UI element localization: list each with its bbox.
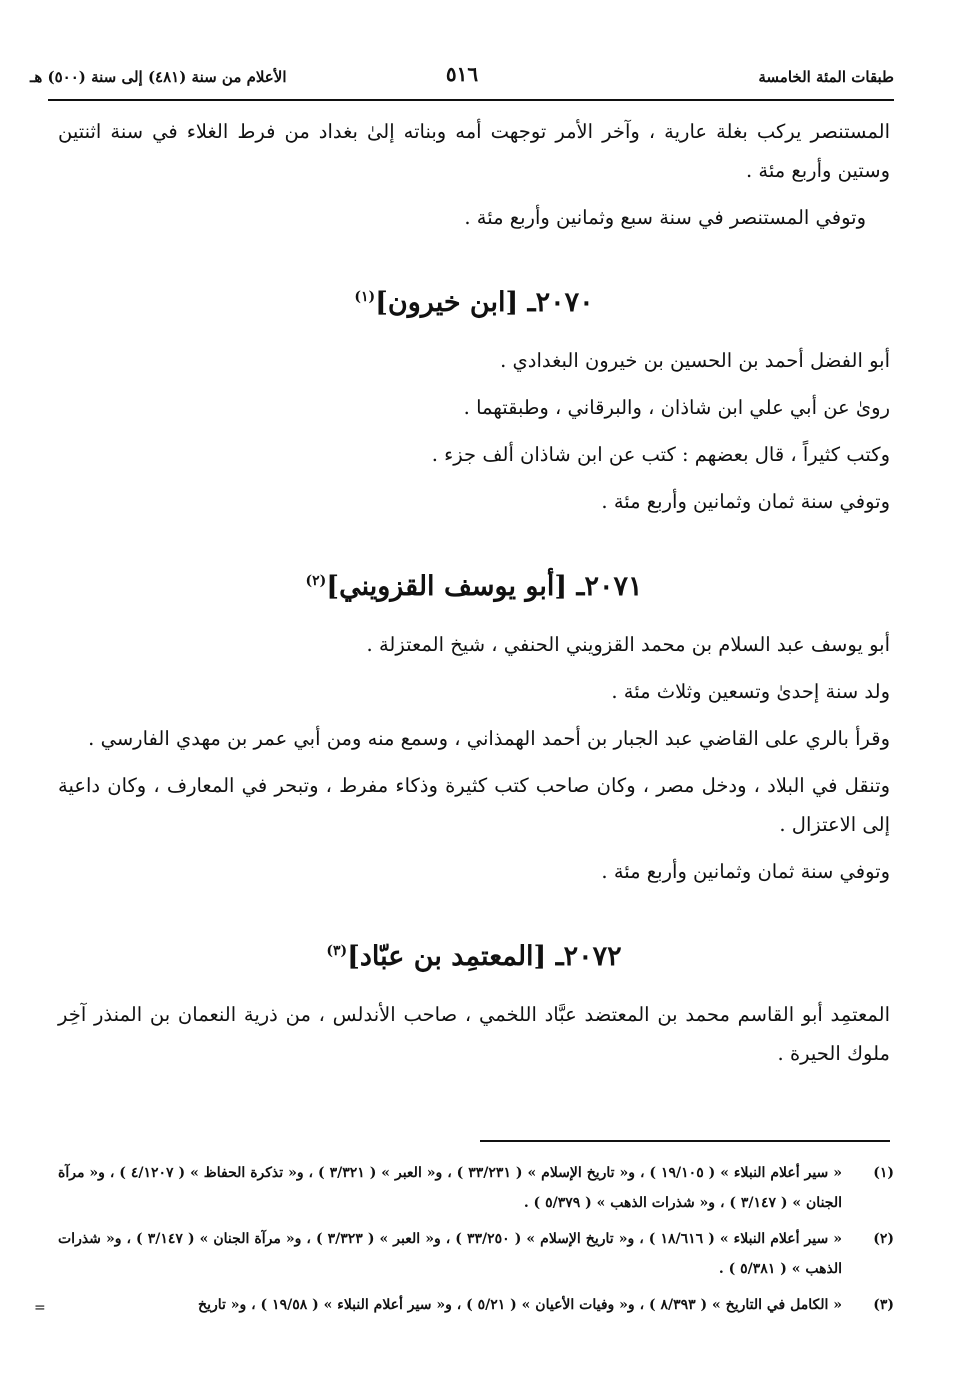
footnote-ref[interactable]: (٢) <box>305 573 327 589</box>
footnote-ref[interactable]: (٣) <box>326 943 348 959</box>
entry-title <box>58 561 890 607</box>
footnote-text: « سير أعلام النبلاء » ( ١٩/١٠٥ ) ، و« تاريخ الإسلام » ( ٣٣/٢٣١ ) ، و« العبر » ( ٣/٣٢١ ) ، و« تذكرة الحفاظ » ( ٤/١٢٠٧ ) ، و« مرآة الجنان » ( ٣/١٤٧ ) ، و« شذرات الذهب » ( ٥/٣٧٩ ) . <box>58 1165 842 1211</box>
footnote <box>58 1290 894 1320</box>
entry-paragraph: وتوفي سنة ثمان وثمانين وأربع مئة . <box>601 490 890 513</box>
entry-paragraph: أبو يوسف عبد السلام بن محمد القزويني الحنفي ، شيخ المعتزلة . <box>366 633 890 656</box>
footnote-number: (٣) <box>873 1297 894 1313</box>
intro-paragraph: وتوفي المستنصر في سنة سبع وثمانين وأربع مئة . <box>464 206 866 229</box>
entry-title-text: ٢٠٧١ـ [أبو يوسف القزويني] <box>326 571 643 602</box>
footnote <box>58 1158 894 1218</box>
entry-title <box>58 277 890 323</box>
footnotes <box>58 1158 894 1326</box>
entry-paragraph: وقرأ بالري على القاضي عبد الجبار بن أحمد الهمذاني ، وسمع منه ومن أبي عمر بن مهدي الفارسي . <box>88 727 890 750</box>
footnote <box>58 1224 894 1284</box>
header-rule <box>48 99 894 101</box>
footnote-number: (١) <box>873 1165 894 1181</box>
running-header <box>30 62 894 94</box>
entry-title <box>58 931 890 977</box>
chapter-title: الأعلام من سنة (٤٨١) إلى سنة (٥٠٠) هـ <box>30 68 287 86</box>
footnote-text: « سير أعلام النبلاء » ( ١٨/٦١٦ ) ، و« تاريخ الإسلام » ( ٣٣/٢٥٠ ) ، و« العبر » ( ٣/٣٢٣ ) ، و« مرآة الجنان » ( ٣/١٤٧ ) ، و« شذرات الذهب » ( ٥/٣٨١ ) . <box>58 1231 842 1277</box>
entry-paragraph: وكتب كثيراً ، قال بعضهم : كتب عن ابن شاذان ألف جزء . <box>431 443 890 466</box>
entry-title-text: ٢٠٧٢ـ [المعتمِد بن عبّاد] <box>347 941 622 972</box>
footnote-number: (٢) <box>873 1231 894 1247</box>
section-title: طبقات المئة الخامسة <box>758 68 894 86</box>
footnote-text: « الكامل في التاريخ » ( ٨/٣٩٣ ) ، و« وفيات الأعيان » ( ٥/٢١ ) ، و« سير أعلام النبلاء » ( ١٩/٥٨ ) ، و« تاريخ <box>198 1297 842 1313</box>
entry-paragraph: المعتمِد أبو القاسم محمد بن المعتضد عبَّاد اللخمي ، صاحب الأندلس ، من ذرية النعمان بن المنذر آخِر ملوك الحيرة . <box>58 1003 890 1065</box>
entry-paragraph: روىٰ عن أبي علي ابن شاذان ، والبرقاني ، وطبقتهما . <box>463 396 890 419</box>
entry-paragraph: أبو الفضل أحمد بن الحسين بن خيرون البغدادي . <box>500 349 890 372</box>
entry-title-text: ٢٠٧٠ـ [ابن خيرون] <box>375 287 594 318</box>
page-number: ٥١٦ <box>445 62 479 86</box>
footnote-rule <box>480 1140 890 1142</box>
continuation-mark: = <box>34 1300 46 1316</box>
footnote-ref[interactable]: (١) <box>354 289 376 305</box>
intro-paragraph: المستنصر يركب بغلة عارية ، وآخر الأمر توجهت أمه وبناته إلىٰ بغداد من فرط الغلاء في سنة اثنتين وستين وأربع مئة . <box>58 120 890 182</box>
main-text <box>58 112 890 1081</box>
entry-paragraph: وتنقل في البلاد ، ودخل مصر ، وكان صاحب كتب كثيرة وذكاء مفرط ، وتبحر في المعارف ، وكان داعية إلى الاعتزال . <box>58 774 890 836</box>
entry-paragraph: وتوفي سنة ثمان وثمانين وأربع مئة . <box>601 860 890 883</box>
entry-paragraph: ولد سنة إحدىٰ وتسعين وثلاث مئة . <box>611 680 890 703</box>
